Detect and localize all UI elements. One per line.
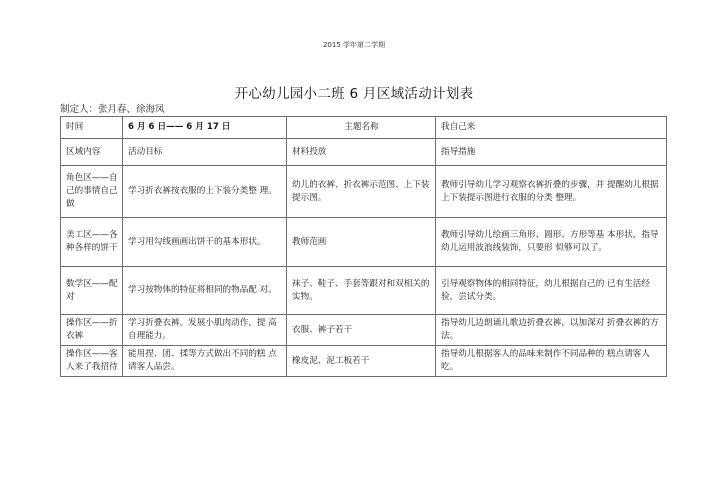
table-row [61,267,667,315]
page-header: 2015 学年第二学期 [322,41,386,49]
theme-label: 主题名称 [287,117,436,139]
area-cell: 数学区——配对 [61,267,123,315]
table-row [61,315,667,346]
area-cell: 角色区——自己的事情自己做 [61,166,123,218]
table-row [61,346,667,377]
materials-cell: 橡皮泥、泥工板若干 [287,346,436,377]
column-header-guidance: 指导措施 [436,139,667,166]
time-label: 时间 [61,117,123,139]
column-header-row [61,139,667,166]
goal-cell: 能用捏、团、揉等方式做出不同的糕 点请客人品尝。 [123,346,287,377]
column-header-area: 区域内容 [61,139,123,166]
guidance-cell: 教师引导幼儿学习观察衣裤折叠的步骤，并 提醒幼儿根据上下装提示图进行衣服的分类 整理。 [436,166,667,218]
goal-cell: 学习用勾线画画出饼干的基本形状。 [123,218,287,267]
area-cell: 操作区——客人来了我招待 [61,346,123,377]
activity-plan-table [60,116,667,377]
goal-cell: 学习折叠衣裤，发展小肌肉动作，提 高自理能力。 [123,315,287,346]
table-row [61,218,667,267]
materials-cell: 幼儿的衣裤、折衣裤示范图、上下装提示图。 [287,166,436,218]
goal-cell: 学习按物体的特征将相同的物品配 对。 [123,267,287,315]
area-cell: 美工区——各种各样的饼干 [61,218,123,267]
guidance-cell: 引导观察物体的相同特征，幼儿根据自己的 已有生活经验，尝试分类。 [436,267,667,315]
materials-cell: 袜子、鞋子、手套等跟对和双相关的实物。 [287,267,436,315]
materials-cell: 衣服、裤子若干 [287,315,436,346]
guidance-cell: 指导幼儿边朗诵儿歌边折叠衣裤，以加深对 折叠衣裤的方法。 [436,315,667,346]
theme-value: 我自己来 [436,117,667,139]
time-value: 6 月 6 日—— 6 月 17 日 [123,117,287,139]
goal-cell: 学习折衣裤按衣服的上下装分类整 理。 [123,166,287,218]
guidance-cell: 指导幼儿根据客人的品味来制作不同品种的 糕点请客人吃。 [436,346,667,377]
guidance-cell: 教师引导幼儿绘画三角形、圆形、方形等基 本形状，指导幼儿运用波浪线装饰，只要形 似够可以了。 [436,218,667,267]
column-header-goal: 活动目标 [123,139,287,166]
materials-cell: 教师范画 [287,218,436,267]
area-cell: 操作区——折衣裤 [61,315,123,346]
document-title: 开心幼儿园小二班 6 月区域活动计划表 [234,86,474,102]
time-theme-row [61,117,667,139]
column-header-materials: 材料投放 [287,139,436,166]
table-row [61,166,667,218]
plan-author: 制定人：张月春、徐海凤 [60,104,165,115]
